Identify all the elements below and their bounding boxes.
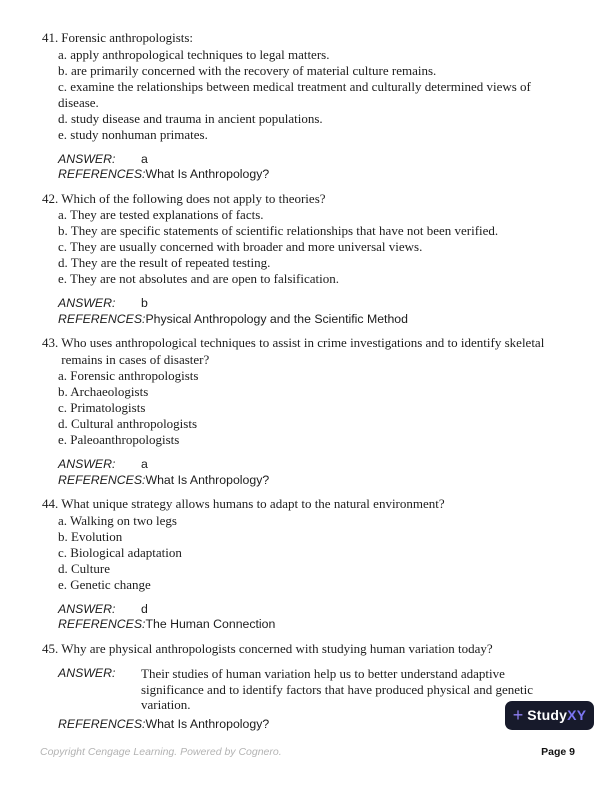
- answer-value: a: [141, 151, 148, 166]
- question-number: 41.: [42, 30, 59, 45]
- option-b: b. Archaeologists: [58, 384, 149, 399]
- answer-value: d: [141, 601, 148, 616]
- answer-label: ANSWER:: [58, 457, 116, 471]
- references-label: REFERENCES:: [58, 472, 146, 487]
- question-44-line: [42, 496, 572, 513]
- question-44-answer-block: [58, 602, 572, 633]
- question-43-options: [58, 368, 572, 448]
- question-41-answer-block: [58, 152, 572, 183]
- answer-row: [58, 457, 572, 473]
- answer-label: ANSWER:: [58, 601, 116, 616]
- question-number: 44.: [42, 496, 59, 511]
- option-e: e. Paleoanthropologists: [58, 432, 180, 447]
- copyright-text: Copyright Cengage Learning. Powered by Cognero.: [40, 746, 282, 758]
- answer-label: ANSWER:: [58, 666, 116, 680]
- question-41-options: [58, 47, 572, 143]
- references-row: [58, 617, 572, 633]
- references-label: REFERENCES:: [58, 311, 146, 326]
- plus-icon: +: [512, 704, 524, 725]
- option-c: c. Primatologists: [58, 400, 146, 415]
- question-42-answer-block: [58, 296, 572, 327]
- question-text: Who uses anthropological techniques to assist in crime investigations and to identify skeletal remains in cases of disaster?: [61, 335, 545, 367]
- question-42-line: [42, 191, 572, 208]
- references-value: Physical Anthropology and the Scientific Method: [145, 311, 408, 326]
- references-value: What Is Anthropology?: [145, 167, 270, 181]
- answer-row: [58, 296, 572, 312]
- references-value: The Human Connection: [145, 617, 276, 631]
- page-number: Page 9: [541, 746, 575, 758]
- question-number: 43.: [42, 335, 59, 350]
- question-43-answer-block: [58, 457, 572, 488]
- references-value: What Is Anthropology?: [145, 472, 270, 487]
- references-row: [58, 717, 572, 733]
- answer-label: ANSWER:: [58, 151, 116, 166]
- question-41: [42, 30, 572, 183]
- references-row: [58, 312, 572, 328]
- answer-value: b: [141, 296, 148, 310]
- question-text: Why are physical anthropologists concerned with studying human variation today?: [61, 640, 493, 656]
- option-a: a. apply anthropological techniques to legal matters.: [58, 46, 330, 62]
- question-44: [42, 496, 572, 633]
- answer-row: [58, 666, 572, 713]
- answer-value: a: [141, 457, 148, 471]
- option-c: c. Biological adaptation: [58, 544, 182, 560]
- option-c: c. examine the relationships between medical treatment and culturally determined views of disease.: [58, 78, 531, 110]
- option-e: e. They are not absolutes and are open to falsification.: [58, 271, 339, 286]
- references-row: [58, 167, 572, 183]
- answer-row: [58, 152, 572, 168]
- question-45-answer-block: [58, 666, 572, 732]
- option-d: d. Cultural anthropologists: [58, 416, 198, 431]
- references-label: REFERENCES:: [58, 617, 146, 631]
- option-a: a. Forensic anthropologists: [58, 368, 199, 383]
- studyxy-watermark-badge: [505, 701, 594, 730]
- brand-wordmark: [527, 707, 586, 725]
- question-44-options: [58, 513, 572, 593]
- option-d: d. Culture: [58, 560, 110, 576]
- question-text: Which of the following does not apply to theories?: [61, 190, 326, 206]
- question-45-line: [42, 641, 572, 658]
- references-label: REFERENCES:: [58, 167, 146, 181]
- option-a: a. Walking on two legs: [58, 512, 177, 528]
- question-number: 45.: [42, 640, 59, 656]
- option-d: d. study disease and trauma in ancient populations.: [58, 110, 323, 126]
- question-45: [42, 641, 572, 733]
- page-footer: [40, 746, 575, 758]
- answer-label: ANSWER:: [58, 296, 116, 310]
- brand-study-text: Study: [527, 706, 568, 723]
- option-e: e. Genetic change: [58, 576, 151, 592]
- question-43: [42, 335, 572, 488]
- question-41-line: [42, 30, 572, 47]
- option-b: b. They are specific statements of scientific relationships that have not been verified.: [58, 223, 499, 238]
- question-text: What unique strategy allows humans to adapt to the natural environment?: [61, 496, 445, 511]
- answer-essay-text: Their studies of human variation help us to better understand adaptive significance and to identify factors that have produced physical and genetic variation.: [141, 666, 534, 712]
- answer-row: [58, 602, 572, 618]
- option-e: e. study nonhuman primates.: [58, 126, 208, 142]
- question-43-line: [42, 335, 572, 368]
- references-row: [58, 473, 572, 489]
- option-b: b. Evolution: [58, 528, 123, 544]
- option-b: b. are primarily concerned with the recovery of material culture remains.: [58, 62, 437, 78]
- option-d: d. They are the result of repeated testing.: [58, 255, 271, 270]
- brand-xy-text: XY: [567, 706, 587, 723]
- question-42: [42, 191, 572, 328]
- question-text: Forensic anthropologists:: [61, 30, 194, 45]
- references-value: What Is Anthropology?: [145, 716, 270, 731]
- option-a: a. They are tested explanations of facts.: [58, 207, 264, 222]
- question-number: 42.: [42, 190, 59, 206]
- references-label: REFERENCES:: [58, 716, 146, 731]
- question-42-options: [58, 207, 572, 287]
- option-c: c. They are usually concerned with broader and more universal views.: [58, 239, 423, 254]
